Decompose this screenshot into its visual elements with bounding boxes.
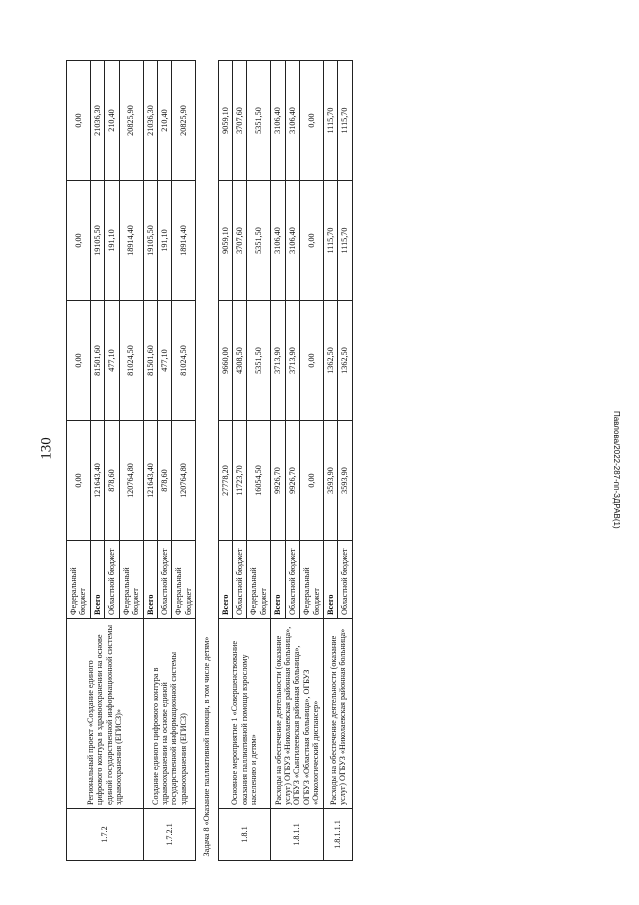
funding-source: Областной бюджет bbox=[338, 541, 352, 619]
amount-cell: 9926,70 bbox=[285, 421, 299, 541]
funding-source: Областной бюджет bbox=[105, 541, 119, 619]
amount-cell: 477,10 bbox=[157, 301, 171, 421]
amount-cell: 20825,90 bbox=[119, 61, 143, 181]
row-code: 1.8.1.1.1 bbox=[324, 809, 353, 861]
amount-cell: 0,00 bbox=[300, 301, 324, 421]
amount-cell: 878,60 bbox=[105, 421, 119, 541]
funding-source: Федеральный бюджет bbox=[67, 541, 91, 619]
amount-cell: 3707,60 bbox=[233, 181, 247, 301]
amount-cell: 1362,50 bbox=[324, 301, 338, 421]
row-code: 1.7.2.1 bbox=[143, 809, 196, 861]
task-title: Задача 8 «Оказание паллиативной помощи, в том числе детям» bbox=[196, 61, 218, 861]
row-code: 1.7.2 bbox=[67, 809, 144, 861]
amount-cell: 3106,40 bbox=[285, 61, 299, 181]
amount-cell: 9926,70 bbox=[271, 421, 285, 541]
amount-cell: 21036,30 bbox=[90, 61, 104, 181]
table-row bbox=[271, 61, 285, 861]
funding-source: Всего bbox=[324, 541, 338, 619]
amount-cell: 18914,40 bbox=[119, 181, 143, 301]
amount-cell: 81501,60 bbox=[143, 301, 157, 421]
amount-cell: 21036,30 bbox=[143, 61, 157, 181]
amount-cell: 27778,20 bbox=[218, 421, 232, 541]
page-number: 130 bbox=[38, 437, 55, 460]
amount-cell: 210,40 bbox=[105, 61, 119, 181]
amount-cell: 121643,40 bbox=[143, 421, 157, 541]
amount-cell: 5351,50 bbox=[247, 301, 271, 421]
amount-cell: 0,00 bbox=[67, 61, 91, 181]
amount-cell: 210,40 bbox=[157, 61, 171, 181]
table-row bbox=[143, 61, 157, 861]
funding-source: Всего bbox=[90, 541, 104, 619]
row-name: Основное мероприятие 1 «Совершенствование оказания паллиативной помощи взрослому населению и детям» bbox=[218, 619, 271, 809]
amount-cell: 81024,50 bbox=[119, 301, 143, 421]
row-name: Региональный проект «Создание единого цифрового контура в здравоохранении на основе единой государственной информационной системы здравоохранения (ЕГИСЗ)» bbox=[67, 619, 144, 809]
table-row bbox=[324, 61, 338, 861]
amount-cell: 18914,40 bbox=[172, 181, 196, 301]
amount-cell: 191,10 bbox=[157, 181, 171, 301]
amount-cell: 16054,50 bbox=[247, 421, 271, 541]
amount-cell: 120764,80 bbox=[172, 421, 196, 541]
row-name: Расходы на обеспечение деятельности (оказание услуг) ОГБУЗ «Николаевская районная больница», ОГБУЗ «Сынгилеевская районная больница», ОГБУЗ «Областная больница», ОГБУЗ «Онкологический диспансер» bbox=[271, 619, 324, 809]
amount-cell: 3593,90 bbox=[338, 421, 352, 541]
amount-cell: 19105,50 bbox=[90, 181, 104, 301]
amount-cell: 9660,00 bbox=[218, 301, 232, 421]
amount-cell: 0,00 bbox=[300, 181, 324, 301]
amount-cell: 1115,70 bbox=[338, 181, 352, 301]
amount-cell: 11723,70 bbox=[233, 421, 247, 541]
amount-cell: 3106,40 bbox=[285, 181, 299, 301]
amount-cell: 3106,40 bbox=[271, 61, 285, 181]
task-row bbox=[196, 61, 218, 861]
amount-cell: 1115,70 bbox=[324, 181, 338, 301]
amount-cell: 19105,50 bbox=[143, 181, 157, 301]
funding-source: Всего bbox=[218, 541, 232, 619]
amount-cell: 5351,50 bbox=[247, 61, 271, 181]
funding-source: Федеральный бюджет bbox=[119, 541, 143, 619]
funding-source: Всего bbox=[143, 541, 157, 619]
funding-source: Федеральный бюджет bbox=[247, 541, 271, 619]
budget-table bbox=[66, 60, 353, 861]
amount-cell: 120764,80 bbox=[119, 421, 143, 541]
amount-cell: 4308,50 bbox=[233, 301, 247, 421]
amount-cell: 5351,50 bbox=[247, 181, 271, 301]
amount-cell: 0,00 bbox=[67, 301, 91, 421]
amount-cell: 0,00 bbox=[300, 421, 324, 541]
row-name: Расходы на обеспечение деятельности (оказание услуг) ОГБУЗ «Николаевская районная больница» bbox=[324, 619, 353, 809]
amount-cell: 9059,10 bbox=[218, 181, 232, 301]
amount-cell: 191,10 bbox=[105, 181, 119, 301]
amount-cell: 1115,70 bbox=[324, 61, 338, 181]
funding-source: Федеральный бюджет bbox=[172, 541, 196, 619]
funding-source: Федеральный бюджет bbox=[300, 541, 324, 619]
amount-cell: 3713,90 bbox=[271, 301, 285, 421]
row-code: 1.8.1 bbox=[218, 809, 271, 861]
funding-source: Всего bbox=[271, 541, 285, 619]
amount-cell: 1362,50 bbox=[338, 301, 352, 421]
table-row bbox=[218, 61, 232, 861]
amount-cell: 81501,60 bbox=[90, 301, 104, 421]
amount-cell: 9059,10 bbox=[218, 61, 232, 181]
row-name: Создание единого цифрового контура в здравоохранении на основе единой государственной информационной системы здравоохранения (ЕГИСЗ) bbox=[143, 619, 196, 809]
funding-source: Областной бюджет bbox=[285, 541, 299, 619]
amount-cell: 0,00 bbox=[67, 421, 91, 541]
amount-cell: 81024,50 bbox=[172, 301, 196, 421]
funding-source: Областной бюджет bbox=[157, 541, 171, 619]
amount-cell: 3713,90 bbox=[285, 301, 299, 421]
amount-cell: 1115,70 bbox=[338, 61, 352, 181]
table-body bbox=[67, 61, 353, 861]
amount-cell: 0,00 bbox=[300, 61, 324, 181]
amount-cell: 3593,90 bbox=[324, 421, 338, 541]
amount-cell: 878,60 bbox=[157, 421, 171, 541]
amount-cell: 3106,40 bbox=[271, 181, 285, 301]
amount-cell: 121643,40 bbox=[90, 421, 104, 541]
document-code: Павлова/2022-287-пп-ЗДРАВ(1) bbox=[612, 411, 621, 529]
amount-cell: 20825,90 bbox=[172, 61, 196, 181]
table-row bbox=[67, 61, 91, 861]
funding-source: Областной бюджет bbox=[233, 541, 247, 619]
row-code: 1.8.1.1 bbox=[271, 809, 324, 861]
budget-table-container bbox=[66, 61, 626, 861]
amount-cell: 3707,60 bbox=[233, 61, 247, 181]
amount-cell: 0,00 bbox=[67, 181, 91, 301]
amount-cell: 477,10 bbox=[105, 301, 119, 421]
